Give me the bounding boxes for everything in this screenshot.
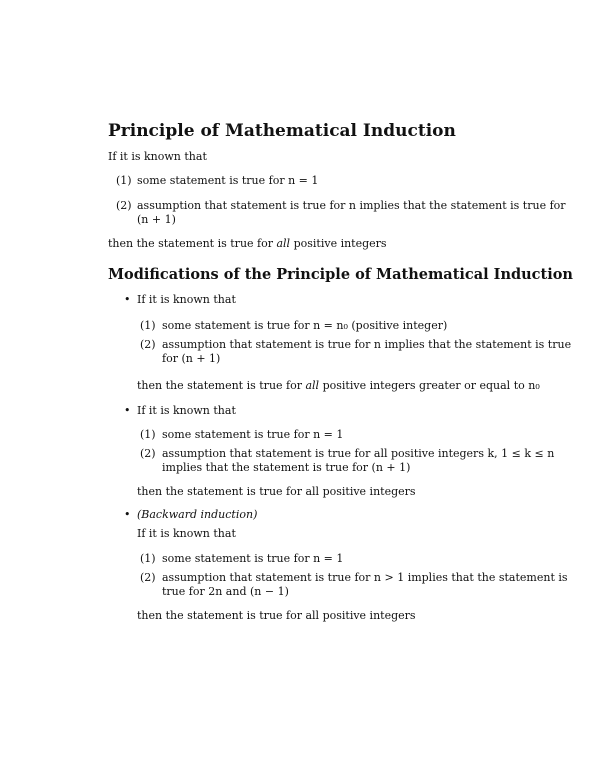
item-text: some statement is true for n = 1	[162, 552, 344, 565]
item-text: some statement is true for n = 1	[137, 174, 319, 187]
item-text: some statement is true for n = 1	[162, 428, 344, 441]
intro-text: If it is known that	[108, 150, 207, 163]
item-number: (2)	[140, 571, 156, 584]
item-text: (n + 1)	[137, 213, 176, 226]
item-text: assumption that statement is true for n implies that the statement is true	[162, 338, 572, 351]
item-text: true for 2n and (n − 1)	[162, 585, 289, 598]
bullet-text: If it is known that	[137, 404, 236, 417]
item-number: (1)	[140, 552, 156, 565]
conclusion-text: then the statement is true for all positive integers greater or equal to n₀	[137, 379, 540, 392]
item-number: (1)	[140, 428, 156, 441]
item-number: (2)	[140, 447, 156, 460]
page-title: Principle of Mathematical Induction	[108, 121, 456, 141]
bullet-marker: •	[124, 404, 131, 417]
bullet-text: If it is known that	[137, 527, 236, 540]
item-number: (1)	[140, 319, 156, 332]
bullet-marker: •	[124, 508, 131, 521]
item-number: (1)	[116, 174, 132, 187]
item-number: (2)	[140, 338, 156, 351]
item-text: implies that the statement is true for (n + 1)	[162, 461, 411, 474]
bullet-text: If it is known that	[137, 293, 236, 306]
conclusion-text: then the statement is true for all positive integers	[108, 237, 387, 250]
section-heading: Modifications of the Principle of Mathematical Induction	[108, 266, 573, 283]
item-text: assumption that statement is true for all positive integers k, 1 ≤ k ≤ n	[162, 447, 555, 460]
conclusion-text: then the statement is true for all positive integers	[137, 485, 416, 498]
item-text: assumption that statement is true for n > 1 implies that the statement is	[162, 571, 568, 584]
bullet-marker: •	[124, 293, 131, 306]
item-text: some statement is true for n = n₀ (positive integer)	[162, 319, 448, 332]
item-text: for (n + 1)	[162, 352, 221, 365]
item-number: (2)	[116, 199, 132, 212]
item-text: assumption that statement is true for n implies that the statement is true for	[137, 199, 566, 212]
bullet-label: (Backward induction)	[137, 508, 258, 521]
conclusion-text: then the statement is true for all positive integers	[137, 609, 416, 622]
